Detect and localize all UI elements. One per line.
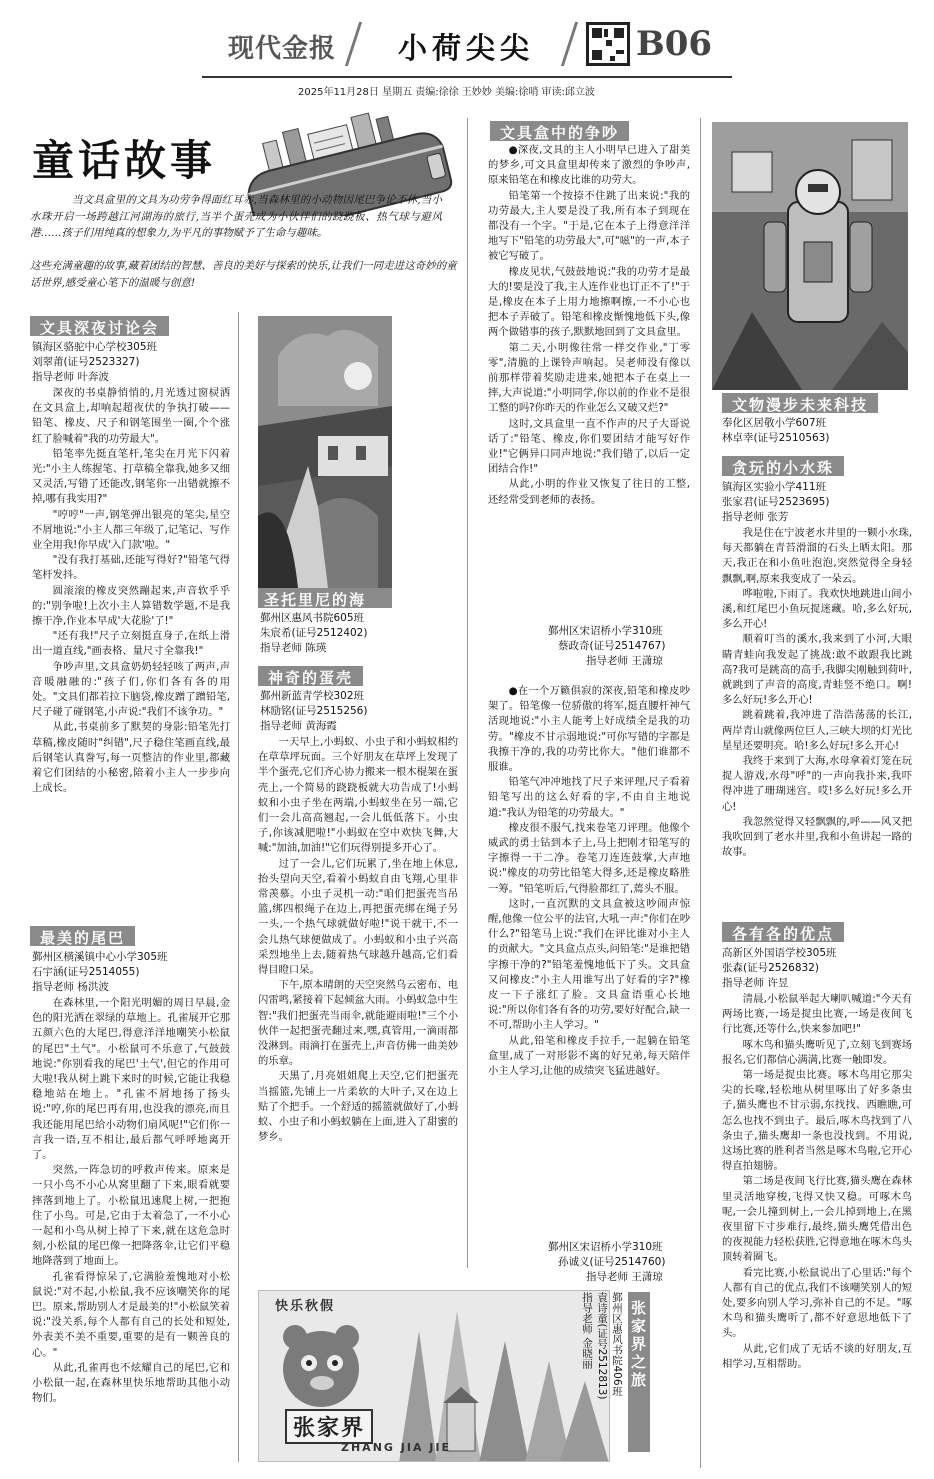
- paragraph: 啄木鸟和猫头鹰听见了,立刻飞到赛场报名,它们都信心满满,比赛一触即发。: [722, 1038, 912, 1066]
- paragraph: 橡皮很不服气,找来卷笔刀评理。他像个威武的勇士钻到本子上,马上把刚才铅笔写的字擦得一干二净。卷笔刀连连鼓掌,大声地说:"橡皮的功劳比铅笔大得多,还是橡皮略胜一筹。"铅笔听后,气得脸都红了,蔫头不服。: [488, 821, 690, 895]
- paragraph: 从此,孔雀再也不炫耀自己的尾巴,它和小松鼠一起,在森林里快乐地帮助其他小动物们。: [32, 1361, 230, 1405]
- article-title-a5: 贪玩的小水珠: [722, 456, 844, 476]
- zhangjiajie-drawing: [258, 1290, 610, 1462]
- paragraph: 圆滚滚的橡皮突然蹦起来,声音软乎乎的:"别争啦!上次小主人算错数学题,不是我擦干净,作业本早成'大花脸'了!": [32, 584, 230, 628]
- author-a6: 张森(证号2526832): [722, 962, 819, 974]
- paragraph: 从此,书桌前多了默契的身影:铅笔先打草稿,橡皮随时"纠错",尺子稳住笔画直线,最后钢笔认真誊写,每一页整洁的作业里,都藏着它们团结的小秘密,陪着小主人一步步向上成长。: [32, 721, 230, 795]
- school-a4-1: 鄞州区宋诏桥小学310班: [548, 625, 663, 637]
- school-art2: 奉化区居敬小学607班: [722, 417, 827, 429]
- article-title-a1: 文具深夜讨论会: [30, 316, 169, 336]
- school-a1: 镇海区骆驼中心学校305班: [32, 341, 158, 353]
- paragraph: 我忽然觉得又轻飘飘的,呼——风又把我吹回到了老水井里,我和小鱼讲起一路的故事。: [722, 815, 912, 859]
- future-tech-painting: [712, 122, 908, 390]
- column-divider: [700, 118, 701, 1468]
- column-divider: [238, 312, 239, 1462]
- feature-title: 童话故事: [32, 136, 217, 185]
- paragraph: 过了一会儿,它们玩累了,坐在地上休息,抬头望向天空,看着小蚂蚁自由飞翔,心里非常羡慕。小虫子灵机一动:"咱们把蛋壳当吊篮,绑四根绳子在边上,再把蛋壳绑在绳子另一头,一个热气球就做好啦!"说干就干,不一会儿热气球便做成了。小蚂蚁和小虫子兴高采烈地坐上去,随着热气球越升越高,它们看得目瞪口呆。: [258, 857, 458, 977]
- page-number: B06: [636, 24, 713, 64]
- teacher-a6: 指导老师 许昱: [722, 977, 789, 989]
- article-title-a2: 最美的尾巴: [30, 926, 135, 946]
- issue-meta: 2025年11月28日 星期五 责编:徐徐 王妙妙 美编:徐哨 审读:邱立波: [298, 87, 595, 98]
- school-a6: 高新区外国语学校305班: [722, 947, 837, 959]
- paragraph: 我是住在宁波老水井里的一颗小水珠,每天都躺在青苔滑溜的石头上晒太阳。那天,我正在和小鱼吐泡泡,突然觉得全身轻飘飘,啊,原来我变成了一朵云。: [722, 527, 912, 585]
- article-body-a5: [722, 526, 912, 916]
- paragraph: "还有我!"尺子立刻挺直身子,在纸上滑出一道直线,"画表格、量尺寸全靠我!": [32, 630, 230, 658]
- school-a5: 镇海区实验小学411班: [722, 481, 827, 493]
- article-body-a4-part1: [488, 143, 690, 613]
- teacher-a4-2: 指导老师 王潇琼: [586, 1271, 663, 1283]
- qr-code-icon: [586, 22, 630, 66]
- author-a4-2: 孙诚义(证号2514760): [558, 1256, 666, 1268]
- paragraph: 铅笔率先挺直笔杆,笔尖在月光下闪着光:"小主人练握笔、打草稿全靠我,她多又细又灵活,写错了还能改,钢笔你一出错就擦不掉,哪有我实用?": [32, 447, 230, 506]
- author-a2: 石宇涵(证号2514055): [32, 966, 140, 978]
- paragraph: 哗啦啦,下雨了。我欢快地跳进山间小溪,和红尾巴小鱼玩捉迷藏。哈,多么好玩,多么开心!: [722, 587, 912, 631]
- paragraph: 争吵声里,文具盒奶奶轻轻咳了两声,声音暖融融的:"孩子们,你们各有各的用处。"文具们都若拉下脑袋,橡皮蹭了蹭铅笔,尺子碰了碰钢笔,小声说:"我们不该争功。": [32, 660, 230, 719]
- paragraph: 孔雀看得惊呆了,它满脸羞愧地对小松鼠说:"对不起,小松鼠,我不应该嘲笑你的尾巴。原来,帮助别人才是最美的!"小松鼠笑着说:"没关系,每个人都有自己的长处和短处,外表美不美不重要,重要的是有一颗善良的心。": [32, 1270, 230, 1359]
- art-title-santorini: 圣托里尼的海: [258, 588, 392, 608]
- article-body-a6: [722, 992, 912, 1470]
- masthead-divider: [345, 22, 362, 66]
- santorini-painting: [258, 316, 392, 588]
- section-name: 小荷尖尖: [398, 31, 535, 65]
- feature-intro-tail: 这些充满童趣的故事,藏着团结的智慧、善良的美好与探索的快乐,让我们一同走进这奇妙的童话世界,感受童心笔下的温暖与创意!: [30, 260, 457, 289]
- paragraph: 从此,它们成了无话不谈的好朋友,互相学习,互相帮助。: [722, 1342, 912, 1370]
- author-a5: 张家君(证号2523695): [722, 496, 830, 508]
- paragraph: 第二天,小明像往常一样交作业,"丁零零",清脆的上课铃声响起。吴老师没有像以前那样带着奖励走进来,她把本子在桌上一摔,大声说道:"小明同学,你以前的作业不是很工整的吗?你昨天的作业怎么又破又烂?": [488, 341, 690, 415]
- art-title-future-tech: 文物漫步未来科技: [722, 393, 878, 413]
- paragraph: 从此,小明的作业又恢复了往日的工整,还经常受到老师的表扬。: [488, 478, 690, 506]
- paragraph: ●深夜,文具的主人小明早已进入了甜美的梦乡,可文具盒里却传来了激烈的争吵声,原来铅笔在和橡皮比谁的功劳大。: [488, 144, 690, 187]
- teacher-a2: 指导老师 杨洪波: [32, 981, 109, 993]
- paragraph: 这时,一直沉默的文具盒被这吵闹声惊醒,他像一位公平的法官,大吼一声:"你们在吵什么?"铅笔马上说:"我们在评比谁对小主人的贡献大。"文具盒点点头,问铅笔:"是谁把错字擦干净的?"铅笔羞愧地低下了头。文具盒又问橡皮:"小主人用谁写出了好看的字?"橡皮一下子涨红了脸。文具盒语重心长地说:"所以你们各有各的功劳,要好好配合,缺一不可,帮助小主人学习。": [488, 897, 690, 1032]
- author-a4-1: 蔡政奇(证号2514767): [558, 640, 666, 652]
- paragraph: 从此,铅笔和橡皮手拉手,一起躺在铅笔盒里,成了一对形影不离的好兄弟,每天陪伴小主人学习,让他的成绩突飞猛进越好。: [488, 1034, 690, 1078]
- paper-name: 现代金报: [228, 34, 337, 64]
- paragraph: "没有我打基础,还能写得好?"铅笔气得笔杆发抖。: [32, 554, 230, 582]
- school-a2: 鄞州区横溪镇中心小学305班: [32, 951, 168, 963]
- paragraph: 天黑了,月亮姐姐爬上天空,它们把蛋壳当摇篮,先铺上一片柔软的大叶子,又在边上贴了个把手。一个舒适的摇篮就做好了,小蚂蚁、小虫子和小蚂蚁躺在上面,进入了甜蜜的梦乡。: [258, 1070, 458, 1144]
- paragraph: 深夜的书桌静悄悄的,月光透过窗棂洒在文具盒上,却响起超夜伏的争执打破——铅笔、橡皮、尺子和钢笔围坐一圈,个个涨红了脸喊着"我的功劳最大"。: [32, 387, 230, 445]
- school-art3: 鄞州区惠风书院406班: [611, 1292, 623, 1397]
- article-title-a4: 文具盒中的争吵: [490, 121, 629, 141]
- paragraph: 看完比赛,小松鼠说出了心里话:"每个人都有自己的优点,我们不该嘲笑别人的短处,要多向别人学习,弥补自己的不足。"啄木鸟和猫头鹰听了,都不好意思地低下了头。: [722, 1266, 912, 1340]
- teacher-art3: 指导老师 金晓丽: [581, 1292, 593, 1369]
- paragraph: 清晨,小松鼠举起大喇叭喊道:"今天有两场比赛,一场是捉虫比赛,一场是夜间飞行比赛,还等什么,快来参加吧!": [722, 993, 912, 1036]
- teacher-a3: 指导老师 黄海霞: [260, 720, 337, 732]
- paragraph: 跳着跳着,我冲进了浩浩荡荡的长江,两岸青山就像两位巨人,三峡大坝的灯光比星星还要明亮。哈!多么好玩!多么开心!: [722, 709, 912, 752]
- article-body-a2: [32, 996, 230, 1452]
- school-a3: 鄞州新蓝青学校302班: [260, 690, 365, 702]
- author-a1: 刘翠莆(证号2523327): [32, 356, 140, 368]
- teacher-a1: 指导老师 叶奔波: [32, 371, 109, 383]
- paragraph: 铅笔第一个按捺不住跳了出来说:"我的功劳最大,主人要是没了我,所有本子到现在都没有一个字。"于是,它在本子上得意洋洋地写下"铅笔的功劳最大",可"嗞"的一声,本子被它写破了。: [488, 189, 690, 263]
- masthead-rule: [202, 76, 732, 78]
- paragraph: 下午,原本晴朗的天空突然乌云密布、电闪雷鸣,紧接着下起倾盆大雨。小蚂蚁急中生智:"我们把蛋壳当雨伞,就能避雨啦!"三个小伙伴一起把蛋壳翻过来,嘿,真管用,一滴雨都没淋到。雨滴打在蛋壳上,声音仿佛一曲美妙的乐章。: [258, 979, 458, 1068]
- article-body-a3: [258, 735, 458, 1241]
- article-title-a6: 各有各的优点: [722, 922, 844, 942]
- school-a4-2: 鄞州区宋诏桥小学310班: [548, 1241, 663, 1253]
- paragraph: 铅笔气冲冲地找了尺子来评理,尺子看着铅笔写出的这么好看的字,不由自主地说道:"我认为铅笔的功劳最大。": [488, 776, 690, 819]
- author-a3: 林励铭(证号2515256): [260, 705, 368, 717]
- drawing-label-pinyin: ZHANG JIA JIE: [341, 1441, 451, 1454]
- drawing-label-top: 快乐秋假: [275, 1299, 336, 1314]
- paragraph: 顺着叮当的溪水,我来到了小河,大眼睛青蛙向我发起了挑战:敢不敢跟我比跳高?我可是跳高的高手,我脚尖刚触到荷叶,就跳到了声音的高度,青蛙竖不绝口。啊!多么好玩!多么开心!: [722, 633, 912, 707]
- paragraph: 在森林里,一个阳光明媚的周日早晨,金色的阳光洒在翠绿的草地上。孔雀展开它那五颜六色的大尾巴,得意洋洋地嘲笑小松鼠的尾巴"土气"。小松鼠可不乐意了,气鼓鼓地说:"你别看我的尾巴'土气',但它的作用可大啦!我从树上跳下来时的时候,它能让我稳稳地站在地上。"孔雀不屑地扬了扬头说:"哼,你的尾巴再有用,也没我的漂亮,而且我还能用尾巴给小动物们扇风呢!"它们你一言我一语,互不相让,最后都气呼呼地离开了。: [32, 997, 230, 1162]
- feature-intro: 当文具盒里的文具为功劳争得面红耳赤,当森林里的小动物因尾巴争论不休,当小水珠开启一场跨越江河湖海的旅行,当半个蛋壳成为小伙伴们的跷跷板、热气球与避风港……孩子们用纯真的想象力,为平凡的事物赋予了生命与趣味。: [30, 194, 442, 239]
- article-body-a1: [32, 386, 230, 914]
- author-art2: 林卓幸(证号2510563): [722, 432, 830, 444]
- paragraph: 突然,一阵急切的呼救声传来。原来是一只小鸟不小心从窝里翻了下来,眼看就要摔落到地上了。小松鼠迅速爬上树,一把抱住了小鸟。可是,它由于太着急了,一不小心一起和小鸟从树上掉了下来,就在这危急时刻,小松鼠的尾巴像一把降落伞,让它们平稳地降落到了地面上。: [32, 1164, 230, 1268]
- masthead: [0, 0, 934, 104]
- teacher-art1: 指导老师 陈瑛: [260, 642, 327, 654]
- paragraph: 一天早上,小蚂蚁、小虫子和小蚂蚁相约在草草坪玩面。三个好朋友在草坪上发现了半个蛋壳,它们齐心协力搬来一根木棍架在蛋壳上,一个简易的跷跷板就大功告成了!小蚂蚁和小虫子坐在两端,小蚂蚁坐在另一端,它们一会儿高高翘起,一会儿低低落下。小虫子,你该减肥啦!"小蚂蚁在空中欢快飞舞,大喊:"加油,加油!"它们玩得别提多开心了。: [258, 736, 458, 855]
- art-title-zhangjiajie: 张家界之旅: [628, 1292, 650, 1452]
- column-divider: [467, 118, 468, 1268]
- paragraph: 第一场是捉虫比赛。啄木鸟用它那尖尖的长喙,轻松地从树里啄出了好多条虫子,猫头鹰也不甘示弱,东找找、西瞧瞧,可怎么也找不到虫子。最后,啄木鸟找到了八条虫子,猫头鹰却一条也没找到。不用说,这场比赛的胜利者当然是啄木鸟啦,它开心得直拍翅膀。: [722, 1069, 912, 1173]
- masthead-divider: [561, 22, 578, 66]
- author-art1: 朱宸希(证号2512402): [260, 627, 368, 639]
- art-caption-zhangjiajie: [580, 1292, 660, 1462]
- paragraph: "哼哼"一声,钢笔弹出银亮的笔尖,星空不屑地说:"小主人都三年级了,记笔记、写作业全用我!你早成'入门款'啦。": [32, 508, 230, 552]
- article-title-a3: 神奇的蛋壳: [258, 666, 363, 686]
- drawing-label-main: 张家界: [285, 1409, 373, 1444]
- teacher-a5: 指导老师 张芳: [722, 511, 789, 523]
- paragraph: 橡皮见状,气鼓鼓地说:"我的功劳才是最大的!要是没了我,主人连作业也订正不了!"于是,橡皮在本子上用力地擦啊擦,一不小心也把本子弄破了。铅笔和橡皮惭愧地低下头,像两个做错事的孩子,默默地回到了文具盒里。: [488, 265, 690, 339]
- author-art3: 袁诗童(证号2512813): [596, 1292, 608, 1400]
- paragraph: 这时,文具盒里一直不作声的尺子大哥说话了:"铅笔、橡皮,你们要团结才能写好作业!"它俩异口同声地说:"我们错了,以后一定团结合作!": [488, 417, 690, 476]
- paragraph: 第二场是夜间飞行比赛,猫头鹰在森林里灵活地穿梭,飞得又快又稳。可啄木鸟呢,一会儿撞到树上,一会儿掉到地上,在黑夜里留下寸步难行,最终,猫头鹰凭借出色的夜视能力轻松获胜,它得意地在啄木鸟头顶转着圈飞。: [722, 1175, 912, 1264]
- teacher-a4-1: 指导老师 王潇琼: [586, 655, 663, 667]
- article-body-a4-part2: [488, 684, 690, 1236]
- school-art1: 鄞州区惠风书院605班: [260, 612, 365, 624]
- paragraph: ●在一个万籁俱寂的深夜,铅笔和橡皮吵架了。铅笔像一位骄傲的将军,挺直腰杆神气活现地说:"小主人能考上好成绩全是我的功劳。"橡皮不甘示弱地说:"可你写错的字都是我擦干净的,我的功劳比你大。"他们谁都不服谁。: [488, 685, 690, 774]
- paragraph: 我终于来到了大海,水母拿着灯笼在玩捉人游戏,水母"呼"的一声向我扑来,我吓得冲进了珊瑚迷宫。哎!多么好玩!多么开心!: [722, 755, 912, 813]
